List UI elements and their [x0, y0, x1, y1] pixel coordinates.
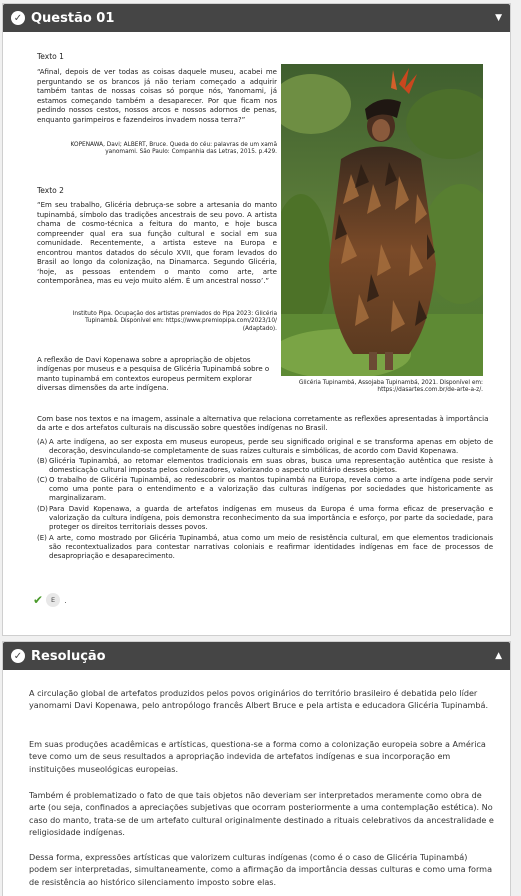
question-stem: Com base nos textos e na imagem, assinale a alternativa que relaciona corretamente as reflexões apresentadas à importância da arte e dos artefatos culturais na discussão sobre questões indígenas no Brasil. [37, 414, 489, 433]
checkmark-icon: ✔ [33, 593, 44, 607]
lead-paragraph: A reflexão de Davi Kopenawa sobre a apropriação de objetos indígenas por museus e a pesquisa de Glicéria Tupinambá sobre o manto tupinambá em contextos europeus permitem explorar diversas dimensões da arte indígena. [37, 356, 270, 393]
resolution-paragraph-4: Dessa forma, expressões artísticas que valorizem culturas indígenas (como é o caso de Glicéria Tupinambá) podem ser interpretadas, simultaneamente, como a afirmação da importância dessas culturas e como uma forma de resistência ao histórico silenciamento imposto sobre elas. [29, 852, 493, 887]
option-text: Glicéria Tupinambá, ao retomar elementos tradicionais em suas obras, busca uma representação autêntica que resiste à domesticação cultural imposta pelos colonizadores, valorizando o aspecto utilitário desses objetos. [49, 457, 493, 475]
option-letter: (D) [37, 505, 48, 513]
manto-tupinamba-photo [281, 64, 483, 376]
resolution-panel [2, 641, 511, 896]
check-circle-icon: ✓ [11, 11, 25, 25]
check-circle-icon: ✓ [11, 649, 25, 663]
option-letter: (A) [37, 438, 48, 446]
texto2-reference [73, 311, 277, 333]
texto2-ref-line1: Instituto Pipa. Ocupação dos artistas premiados do Pipa 2023: Glicéria [72, 311, 277, 317]
resolution-paragraph-2: Em suas produções acadêmicas e artísticas, questiona-se a forma como a colonização europeia sobre a América teve como um de seus resultados a apropriação indevida de artefatos indígenas e sua incorporação em instituições museológicas europeias. [29, 739, 486, 774]
resolution-panel-header[interactable] [3, 642, 510, 670]
resolution-paragraph-3: Também é problematizado o fato de que tais objetos não deveriam ser interpretados meramente como obra de arte (ou seja, confinados a apreciações subjetivas que ocorram posteriormente a uma contemplação estética). No caso do manto, trata-se de um artefato cultural originalmente destinado a rituais celebrativos da ancestralidade e religiosidade indígenas. [29, 790, 494, 838]
question-panel [2, 3, 511, 636]
option-c[interactable] [37, 476, 493, 504]
resolution-title: Resolução [31, 648, 106, 664]
texto2-ref-line2: Tupinambá. Disponível em: https://www.premiopipa.com/2023/10/ [85, 318, 277, 325]
option-d[interactable] [37, 505, 493, 533]
texto2-ref-line3: (Adaptado). [242, 325, 277, 332]
option-letter: (B) [37, 457, 48, 465]
resolution-paragraph-1: A circulação global de artefatos produzidos pelos povos originários do território brasileiro é debatida pelo líder yanomami Davi Kopenawa, pelo antropólogo francês Albert Bruce e pela artista e educadora Glicéria Tupinambá. [29, 688, 489, 711]
photo-caption [293, 380, 483, 395]
photo-caption-line1: Glicéria Tupinambá, Assojaba Tupinambá, 2021. Disponível em: [298, 380, 483, 386]
option-b[interactable] [37, 457, 493, 475]
texto1-ref-line1: KOPENAWA, Davi; ALBERT, Bruce. Queda do céu: palavras de um xamã [70, 142, 277, 148]
texto2-quote: “Em seu trabalho, Glicéria debruça-se sobre a artesania do manto tupinambá, símbolo das tradições ancestrais de seu povo. A artista chama de cosmo-técnica a feitura do manto, e hoje busca compreender qual era sua função cultural e social em sua comunidade. Recentemente, a artista esteve na Europa e encontrou mantos datados do século XVII, que foram levados do Brasil ao longo da colonização, na Dinamarca. Segundo Glicéria, ‘hoje, as pessoas entendem o manto como arte, arte contemporânea, mas eu vejo muito além. É um ancestral nosso’.” [37, 201, 277, 285]
texto1-quote: “Afinal, depois de ver todas as coisas daquele museu, acabei me perguntando se os brancos já não teriam começado a adquirir também tantas de nossas coisas só porque nós, Yanomami, já estamos começando também a desaparecer. Por que ficam nos pedindo nossos cestos, nossos arcos e nossos adornos de penas, enquanto garimpeiros e fazendeiros invadem nossa terra?” [37, 68, 277, 124]
photo-caption-line2: https://dasartes.com.br/de-arte-a-z/. [377, 387, 483, 394]
option-letter: (C) [37, 476, 48, 484]
texto1-reference [71, 142, 277, 157]
option-text: A arte, como mostrado por Glicéria Tupinambá, atua como um meio de resistência cultural, em que elementos tradicionais são recontextualizados para contestar narrativas coloniais e reafirmar identidades indígenas em face de processos de desapropriação e desaparecimento. [49, 534, 493, 561]
option-text: O trabalho de Glicéria Tupinambá, ao redescobrir os mantos tupinambá na Europa, revela como a arte indígena pode servir como uma ponte para o entendimento e a valorização das culturas indígenas por sociedades que historicamente as marginalizaram. [49, 476, 493, 503]
texto1-label: Texto 1 [37, 52, 64, 61]
option-a[interactable] [37, 438, 493, 456]
option-letter: (E) [37, 534, 47, 542]
question-panel-header[interactable] [3, 4, 510, 32]
option-text: A arte indígena, ao ser exposta em museus europeus, perde seu significado original e se transforma apenas em objeto de decoração, desvinculando-se completamente de suas raízes culturais e simbólicas, de acordo com David Kopenawa. [49, 438, 493, 456]
caret-down-icon[interactable]: ▼ [495, 13, 502, 23]
answer-badge: E [46, 593, 60, 607]
answer-suffix: . [64, 595, 67, 605]
answer-row [33, 593, 67, 607]
texto1-ref-line2: yanomami. São Paulo: Companhia das Letras, 2015. p.429. [105, 149, 277, 156]
texto2-label: Texto 2 [37, 186, 64, 195]
question-title: Questão 01 [31, 10, 115, 26]
caret-up-icon[interactable]: ▲ [495, 651, 502, 661]
option-text: Para David Kopenawa, a guarda de artefatos indígenas em museus da Europa é uma forma eficaz de preservação e valorização da cultura indígena, pois demonstra reconhecimento da sua importância e esforço, por parte da sociedade, para proteger os direitos territoriais desses povos. [49, 505, 493, 532]
option-e[interactable] [37, 534, 493, 562]
